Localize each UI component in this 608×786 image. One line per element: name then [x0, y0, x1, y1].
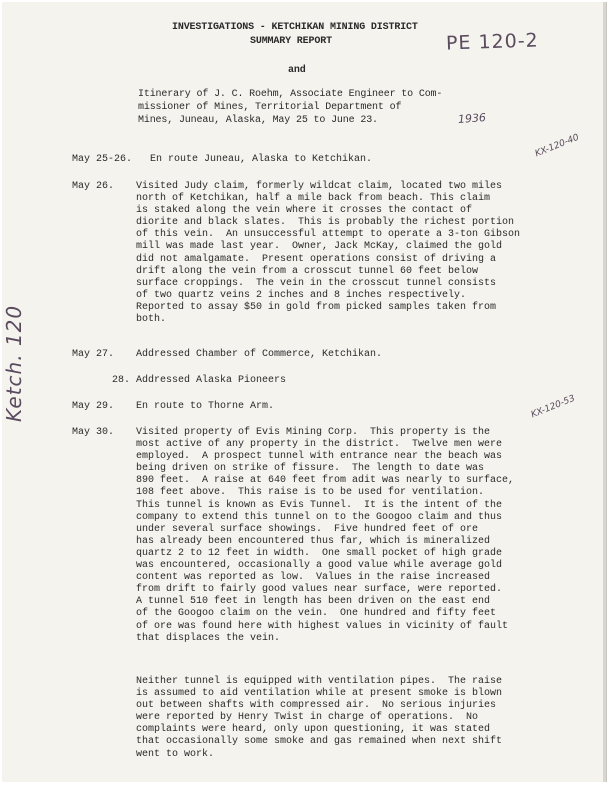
scan-edge: [603, 2, 606, 782]
handwritten-side-note: Ketch. 120: [2, 304, 26, 422]
entry-date: 28.: [112, 375, 131, 386]
entry-text: En route to Thorne Arm.: [136, 401, 275, 412]
handwritten-kx-note-2: KX-120-53: [529, 393, 577, 421]
entry-date: May 30.: [72, 427, 115, 438]
report-subtitle: SUMMARY REPORT: [250, 36, 332, 47]
entry-text: Visited Judy claim, formerly wildcat claim, located two miles north of Ketchikan, half a mile back from beach. This claim is staked along the vein where it crosses the contact of diorite and black slates. This is probably the richest portion of this vein. An unsuccessful attempt to operate a 3-ton Gibson mill was made last year. Owner, Jack McKay, claimed the gold did not amalgamate. Present operations consist of driving a drift along the vein from a crosscut tunnel 60 feet below surface croppings. The vein in the crosscut tunnel consists of two quartz veins 2 inches and 8 inches respectively. Reported to assay $50 in gold from picked samples taken from both.: [136, 181, 521, 326]
document-page: [2, 2, 607, 782]
entry-text: En route Juneau, Alaska to Ketchikan.: [150, 154, 373, 165]
entry-text: Addressed Alaska Pioneers: [136, 375, 287, 386]
entry-text: Addressed Chamber of Commerce, Ketchikan.: [136, 349, 383, 360]
handwritten-code: PE 120-2: [445, 29, 540, 55]
and-line: and: [288, 65, 306, 76]
entry-text: Visited property of Evis Mining Corp. This property is the most active of any property in the district. Twelve men were employed. A prospect tunnel with entrance near the beach was being driven on strike of fissure. The length to date was 890 feet. A raise at 640 feet from adit was nearly to surface, 108 feet above. This raise is to be used for ventilation. This tunnel is known as Evis Tunnel. It is the intent of the company to extend this tunnel on to the Googoo claim and thus under several surface showings. Five hundred feet of ore has already been encountered thus far, which is mineralized quartz 2 to 12 feet in width. One small pocket of high grade was encountered, occasionally a good value while average gold content was reported as low. Values in the raise increased from drift to fairly good values near surface, were reported. A tunnel 510 feet in length has been driven on the east end of the Googoo claim on the vein. One hundred and fifty feet of ore was found here with highest values in vicinity of fault that displaces the vein.: [136, 427, 515, 644]
entry-date: May 27.: [72, 349, 115, 360]
itinerary-heading: Itinerary of J. C. Roehm, Associate Engineer to Com- missioner of Mines, Territorial Department of Mines, Juneau, Alaska, May 25 to June 23.: [138, 89, 443, 126]
handwritten-kx-note-1: KX-120-40: [533, 132, 581, 160]
entry-date: May 29.: [72, 401, 115, 412]
entry-date: May 26.: [72, 181, 115, 192]
report-title: INVESTIGATIONS - KETCHIKAN MINING DISTRICT: [172, 22, 418, 33]
handwritten-year: 1936: [457, 111, 487, 126]
entry-date: May 25-26.: [72, 154, 133, 165]
closing-paragraph: Neither tunnel is equipped with ventilation pipes. The raise is assumed to aid ventilation while at present smoke is blown out between shafts with compressed air. No serious injuries were reported by Henry Twist in charge of operations. No complaints were heard, only upon questioning, it was stated that occasionally some smoke and gas remained when next shift went to work.: [136, 676, 503, 760]
